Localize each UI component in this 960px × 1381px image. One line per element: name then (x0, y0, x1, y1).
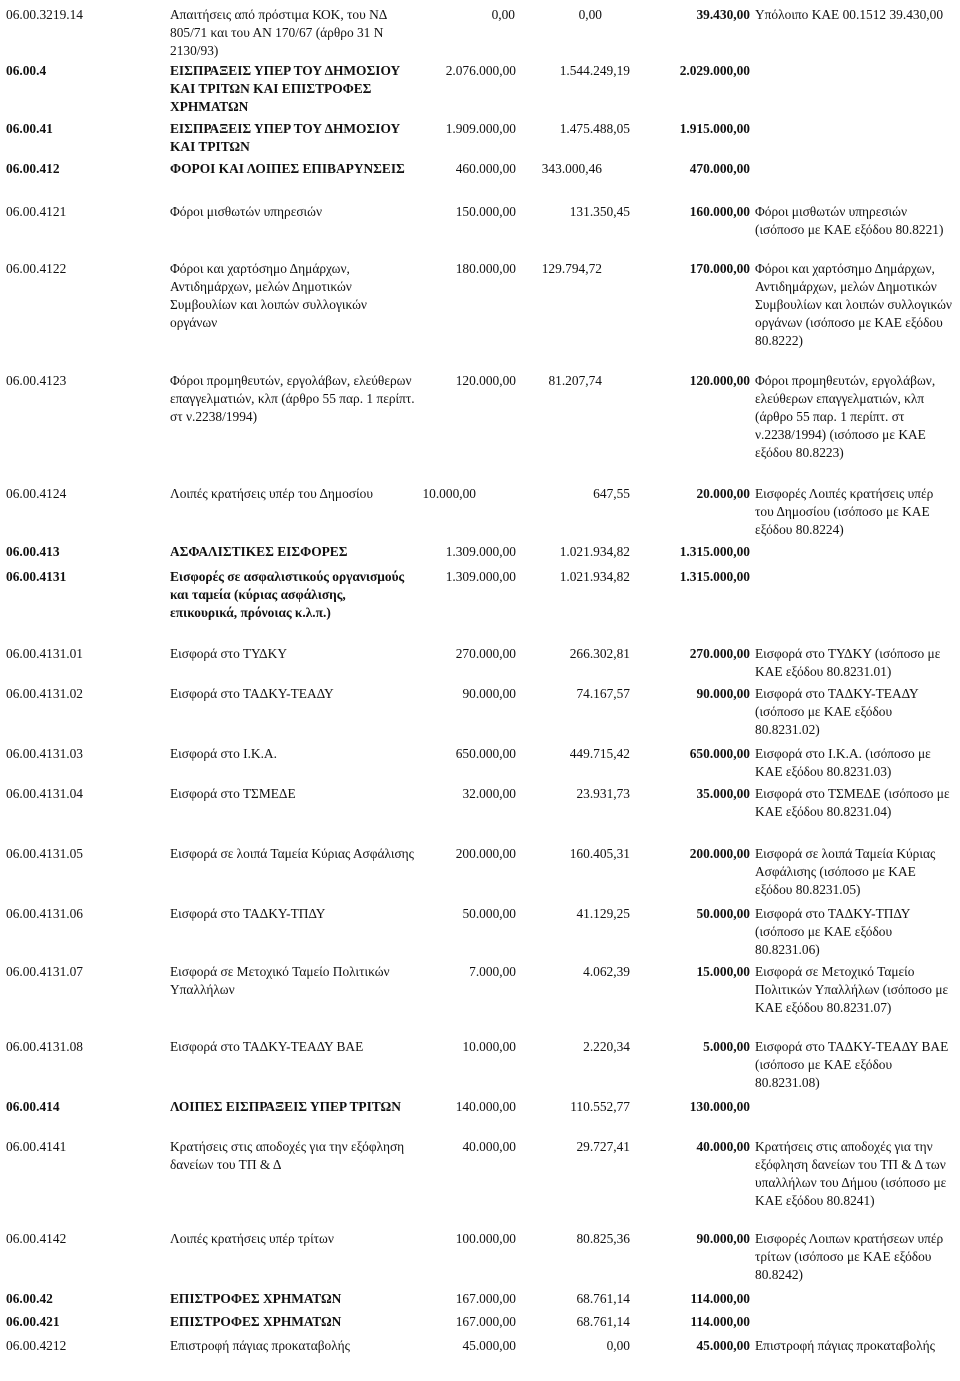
budget-amount-2: 266.302,81 (569, 646, 630, 661)
account-code: 06.00.4131.03 (6, 746, 83, 761)
item-description: Φόροι προμηθευτών, εργολάβων, ελεύθερων επαγγελματιών, κλπ (άρθρο 55 παρ. 1 περίπτ. στ ν.2238/1994) (170, 373, 415, 424)
item-description: Εισφορά στο ΤΥΔΚΥ (170, 646, 287, 661)
item-note: Εισφορά στο ΤΑΔΚΥ-ΤΕΑΔΥ (ισόποσο με ΚΑΕ εξόδου 80.8231.02) (755, 686, 919, 737)
budget-amount-2: 647,55 (593, 486, 630, 501)
account-code: 06.00.4142 (6, 1231, 67, 1246)
budget-amount-1: 120.000,00 (455, 373, 516, 388)
budget-amount-2: 0,00 (606, 1338, 630, 1353)
item-description: Εισφορές σε ασφαλιστικούς οργανισμούς και ταμεία (κύριας ασφάλισης, επικουρικά, πρόνοιας κ.λ.π.) (170, 569, 405, 620)
budget-amount-3: 114.000,00 (690, 1314, 750, 1329)
budget-amount-1: 180.000,00 (455, 261, 516, 276)
budget-amount-3: 20.000,00 (696, 486, 750, 501)
account-code: 06.00.4131 (6, 569, 67, 584)
item-description: Εισφορά σε Μετοχικό Ταμείο Πολιτικών Υπαλλήλων (170, 964, 390, 997)
budget-amount-2: 129.794,72 (541, 261, 602, 276)
budget-amount-3: 130.000,00 (689, 1099, 750, 1114)
item-note: Υπόλοιπο ΚΑΕ 00.1512 39.430,00 (755, 7, 944, 22)
budget-amount-3: 90.000,00 (696, 686, 750, 701)
account-code: 06.00.4123 (6, 373, 67, 388)
item-note: Φόροι προμηθευτών, εργολάβων, ελεύθερων επαγγελματιών, κλπ (άρθρο 55 παρ. 1 περίπτ. στ ν.2238/1994) (ισόποσο με ΚΑΕ εξόδου 80.8223) (755, 373, 936, 460)
budget-amount-2: 74.167,57 (576, 686, 630, 701)
item-description: Εισφορά στο ΤΑΔΚΥ-ΤΕΑΔΥ (170, 686, 334, 701)
budget-amount-2: 160.405,31 (569, 846, 630, 861)
budget-amount-1: 45.000,00 (462, 1338, 516, 1353)
budget-amount-1: 10.000,00 (422, 486, 476, 501)
budget-amount-2: 2.220,34 (583, 1039, 630, 1054)
budget-amount-3: 200.000,00 (689, 846, 750, 861)
budget-amount-1: 650.000,00 (455, 746, 516, 761)
item-note: Εισφορά σε Μετοχικό Ταμείο Πολιτικών Υπαλλήλων (ισόποσο με ΚΑΕ εξόδου 80.8231.07) (755, 964, 949, 1015)
item-description: Κρατήσεις στις αποδοχές για την εξόφληση δανείων του ΤΠ & Δ (170, 1139, 405, 1172)
budget-amount-3: 90.000,00 (696, 1231, 750, 1246)
account-code: 06.00.412 (6, 161, 60, 176)
budget-amount-3: 15.000,00 (696, 964, 750, 979)
budget-amount-2: 68.761,14 (576, 1314, 630, 1329)
budget-amount-1: 32.000,00 (462, 786, 516, 801)
budget-amount-2: 343.000,46 (541, 161, 602, 176)
account-code: 06.00.4 (6, 63, 47, 78)
budget-amount-2: 1.021.934,82 (559, 569, 630, 584)
budget-amount-3: 1.915.000,00 (679, 121, 750, 136)
item-description: Λοιπές κρατήσεις υπέρ του Δημοσίου (170, 486, 373, 501)
account-code: 06.00.4131.01 (6, 646, 83, 661)
item-note: Εισφορές Λοιπων κρατήσεων υπέρ τρίτων (ισόποσο με ΚΑΕ εξόδου 80.8242) (755, 1231, 944, 1282)
item-description: ΑΣΦΑΛΙΣΤΙΚΕΣ ΕΙΣΦΟΡΕΣ (170, 544, 348, 559)
item-note: Εισφορά στο Ι.Κ.Α. (ισόποσο με ΚΑΕ εξόδου 80.8231.03) (755, 746, 931, 779)
item-note: Επιστροφή πάγιας προκαταβολής (755, 1338, 935, 1353)
item-description: Φόροι και χαρτόσημο Δημάρχων, Αντιδημάρχων, μελών Δημοτικών Συμβουλίων και λοιπών συλλογικών οργάνων (170, 261, 367, 330)
item-note: Εισφορές Λοιπές κρατήσεις υπέρ του Δημοσίου (ισόποσο με ΚΑΕ εξόδου 80.8224) (755, 486, 934, 537)
budget-amount-1: 1.309.000,00 (445, 544, 516, 559)
item-description: Φόροι μισθωτών υπηρεσιών (170, 204, 323, 219)
budget-amount-1: 1.909.000,00 (445, 121, 516, 136)
item-note: Εισφορά στο ΤΑΔΚΥ-ΤΕΑΔΥ ΒΑΕ (ισόποσο με ΚΑΕ εξόδου 80.8231.08) (755, 1039, 949, 1090)
budget-amount-3: 45.000,00 (696, 1338, 750, 1353)
item-note: Εισφορά στο ΤΣΜΕΔΕ (ισόποσο με ΚΑΕ εξόδου 80.8231.04) (755, 786, 950, 819)
budget-amount-3: 170.000,00 (689, 261, 750, 276)
account-code: 06.00.3219.14 (6, 7, 83, 22)
account-code: 06.00.4131.05 (6, 846, 83, 861)
budget-amount-3: 50.000,00 (696, 906, 750, 921)
budget-amount-3: 5.000,00 (703, 1039, 750, 1054)
account-code: 06.00.4131.02 (6, 686, 83, 701)
budget-amount-1: 40.000,00 (462, 1139, 516, 1154)
item-description: Λοιπές κρατήσεις υπέρ τρίτων (170, 1231, 334, 1246)
item-description: ΕΠΙΣΤΡΟΦΕΣ ΧΡΗΜΑΤΩΝ (170, 1314, 342, 1329)
account-code: 06.00.421 (6, 1314, 60, 1329)
account-code: 06.00.414 (6, 1099, 60, 1114)
item-note: Φόροι μισθωτών υπηρεσιών (ισόποσο με ΚΑΕ εξόδου 80.8221) (755, 204, 944, 237)
budget-amount-3: 39.430,00 (696, 7, 750, 22)
account-code: 06.00.4141 (6, 1139, 67, 1154)
budget-amount-1: 167.000,00 (455, 1291, 516, 1306)
budget-amount-2: 449.715,42 (569, 746, 630, 761)
budget-amount-2: 110.552,77 (570, 1099, 630, 1114)
budget-amount-1: 270.000,00 (455, 646, 516, 661)
account-code: 06.00.4131.04 (6, 786, 83, 801)
budget-amount-1: 140.000,00 (455, 1099, 516, 1114)
budget-amount-1: 2.076.000,00 (445, 63, 516, 78)
budget-amount-3: 35.000,00 (696, 786, 750, 801)
item-note: Εισφορά στο ΤΑΔΚΥ-ΤΠΔΥ (ισόποσο με ΚΑΕ εξόδου 80.8231.06) (755, 906, 910, 957)
budget-amount-2: 41.129,25 (576, 906, 630, 921)
budget-amount-1: 200.000,00 (455, 846, 516, 861)
budget-amount-1: 90.000,00 (462, 686, 516, 701)
budget-amount-3: 160.000,00 (689, 204, 750, 219)
item-description: Απαιτήσεις από πρόστιμα ΚΟΚ, του ΝΔ 805/71 και του ΑΝ 170/67 (άρθρο 31 Ν 2130/93) (170, 7, 387, 58)
account-code: 06.00.413 (6, 544, 60, 559)
budget-amount-2: 80.825,36 (576, 1231, 630, 1246)
budget-amount-1: 0,00 (491, 7, 515, 22)
item-description: Επιστροφή πάγιας προκαταβολής (170, 1338, 350, 1353)
budget-amount-1: 150.000,00 (455, 204, 516, 219)
item-description: Εισφορά στο ΤΣΜΕΔΕ (170, 786, 296, 801)
budget-amount-1: 460.000,00 (455, 161, 516, 176)
budget-amount-2: 68.761,14 (576, 1291, 630, 1306)
budget-amount-2: 23.931,73 (576, 786, 630, 801)
item-note: Εισφορά στο ΤΥΔΚΥ (ισόποσο με ΚΑΕ εξόδου 80.8231.01) (755, 646, 941, 679)
item-note: Εισφορά σε λοιπά Ταμεία Κύριας Ασφάλισης (ισόποσο με ΚΑΕ εξόδου 80.8231.05) (755, 846, 936, 897)
budget-amount-2: 4.062,39 (583, 964, 630, 979)
item-description: ΕΙΣΠΡΑΞΕΙΣ ΥΠΕΡ ΤΟΥ ΔΗΜΟΣΙΟΥ ΚΑΙ ΤΡΙΤΩΝ (170, 121, 401, 154)
budget-amount-1: 7.000,00 (469, 964, 516, 979)
item-note: Φόροι και χαρτόσημο Δημάρχων, Αντιδημάρχων, μελών Δημοτικών Συμβουλίων και λοιπών συλλογικών οργάνων (ισόποσο με ΚΑΕ εξόδου 80.8222) (755, 261, 952, 348)
account-code: 06.00.42 (6, 1291, 53, 1306)
budget-amount-3: 470.000,00 (689, 161, 750, 176)
item-description: ΦΟΡΟΙ ΚΑΙ ΛΟΙΠΕΣ ΕΠΙΒΑΡΥΝΣΕΙΣ (170, 161, 405, 176)
budget-amount-3: 40.000,00 (696, 1139, 750, 1154)
account-code: 06.00.4131.07 (6, 964, 83, 979)
account-code: 06.00.41 (6, 121, 53, 136)
item-description: Εισφορά στο ΤΑΔΚΥ-ΤΠΔΥ (170, 906, 326, 921)
budget-amount-2: 0,00 (578, 7, 602, 22)
item-note: Κρατήσεις στις αποδοχές για την εξόφληση δανείων του ΤΠ & Δ των υπαλλήλων του Δήμου (ισόποσο με ΚΑΕ εξόδου 80.8241) (755, 1139, 947, 1208)
budget-amount-3: 120.000,00 (689, 373, 750, 388)
account-code: 06.00.4121 (6, 204, 67, 219)
account-code: 06.00.4131.08 (6, 1039, 83, 1054)
budget-amount-2: 81.207,74 (548, 373, 602, 388)
budget-amount-3: 1.315.000,00 (679, 569, 750, 584)
budget-amount-1: 100.000,00 (455, 1231, 516, 1246)
item-description: Εισφορά σε λοιπά Ταμεία Κύριας Ασφάλισης (170, 846, 414, 861)
item-description: Εισφορά στο Ι.Κ.Α. (170, 746, 277, 761)
account-code: 06.00.4122 (6, 261, 67, 276)
budget-amount-1: 50.000,00 (462, 906, 516, 921)
budget-amount-2: 29.727,41 (576, 1139, 630, 1154)
budget-amount-2: 131.350,45 (569, 204, 630, 219)
budget-amount-3: 2.029.000,00 (679, 63, 750, 78)
budget-amount-3: 270.000,00 (689, 646, 750, 661)
budget-amount-2: 1.544.249,19 (559, 63, 630, 78)
budget-amount-3: 114.000,00 (690, 1291, 750, 1306)
account-code: 06.00.4131.06 (6, 906, 83, 921)
budget-amount-3: 1.315.000,00 (679, 544, 750, 559)
item-description: ΛΟΙΠΕΣ ΕΙΣΠΡΑΞΕΙΣ ΥΠΕΡ ΤΡΙΤΩΝ (170, 1099, 401, 1114)
item-description: ΕΙΣΠΡΑΞΕΙΣ ΥΠΕΡ ΤΟΥ ΔΗΜΟΣΙΟΥ ΚΑΙ ΤΡΙΤΩΝ ΚΑΙ ΕΠΙΣΤΡΟΦΕΣ ΧΡΗΜΑΤΩΝ (170, 63, 401, 114)
budget-amount-2: 1.021.934,82 (559, 544, 630, 559)
item-description: Εισφορά στο ΤΑΔΚΥ-ΤΕΑΔΥ ΒΑΕ (170, 1039, 364, 1054)
item-description: ΕΠΙΣΤΡΟΦΕΣ ΧΡΗΜΑΤΩΝ (170, 1291, 342, 1306)
budget-amount-1: 1.309.000,00 (445, 569, 516, 584)
budget-amount-1: 10.000,00 (462, 1039, 516, 1054)
budget-amount-2: 1.475.488,05 (559, 121, 630, 136)
account-code: 06.00.4212 (6, 1338, 67, 1353)
budget-amount-1: 167.000,00 (455, 1314, 516, 1329)
budget-amount-3: 650.000,00 (689, 746, 750, 761)
account-code: 06.00.4124 (6, 486, 67, 501)
